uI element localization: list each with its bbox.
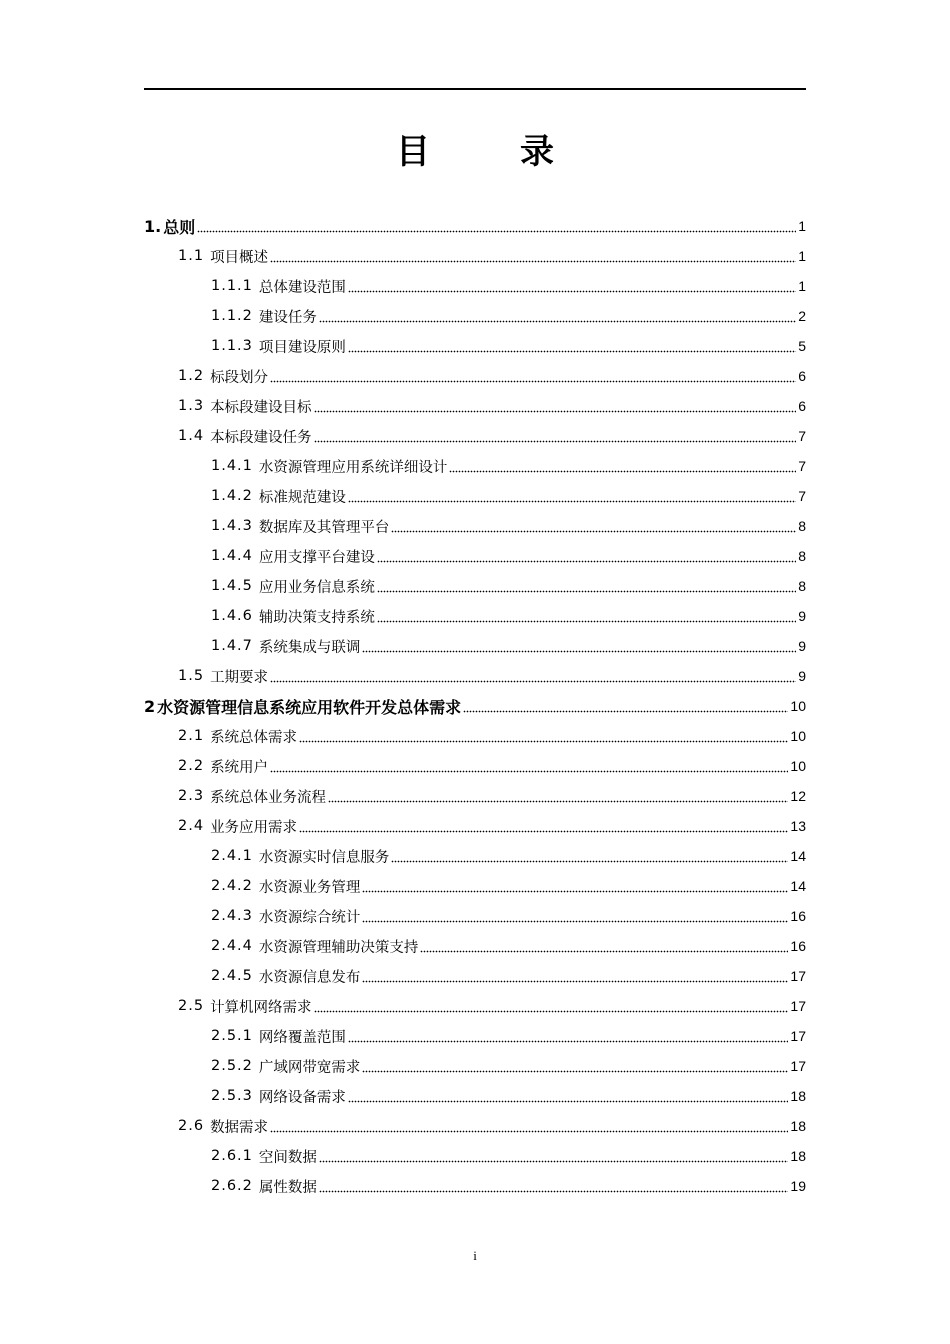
toc-entry[interactable] <box>144 1081 806 1111</box>
toc-dot-leader <box>319 317 796 323</box>
toc-entry[interactable] <box>144 931 806 961</box>
toc-dot-leader <box>270 767 788 773</box>
toc-entry-title: 水资源管理应用系统详细设计 <box>258 459 448 476</box>
toc-entry-page: 6 <box>798 398 806 414</box>
toc-dot-leader <box>348 347 796 353</box>
toc-entry-title: 项目建设原则 <box>258 339 346 356</box>
toc-entry-page: 10 <box>790 758 806 774</box>
toc-entry-title: 系统集成与联调 <box>258 639 361 656</box>
toc-entry-title: 水资源业务管理 <box>258 879 361 896</box>
toc-dot-leader <box>270 257 796 263</box>
toc-dot-leader <box>362 647 796 653</box>
toc-entry[interactable] <box>144 421 806 451</box>
toc-entry-number: 1.4.1 <box>211 458 253 474</box>
toc-entry-number: 1. <box>144 216 162 236</box>
toc-entry-title: 广域网带宽需求 <box>258 1059 361 1076</box>
toc-entry-number: 2.6 <box>178 1118 205 1134</box>
toc-entry-page: 7 <box>798 428 806 444</box>
table-of-contents <box>144 211 806 1201</box>
toc-dot-leader <box>391 857 788 863</box>
toc-entry-number: 1.2 <box>178 368 205 384</box>
toc-entry-page: 14 <box>790 848 806 864</box>
toc-entry-page: 5 <box>798 338 806 354</box>
toc-entry-page: 19 <box>790 1178 806 1194</box>
toc-entry-title: 系统用户 <box>210 759 269 776</box>
toc-entry-title: 计算机网络需求 <box>210 999 312 1016</box>
toc-entry-page: 17 <box>790 1028 806 1044</box>
toc-entry-title: 水资源管理辅助决策支持 <box>258 939 419 956</box>
toc-dot-leader <box>348 287 796 293</box>
toc-entry-page: 17 <box>790 998 806 1014</box>
toc-entry-number: 2.4.5 <box>211 968 253 984</box>
toc-entry-title: 工期要求 <box>210 669 269 686</box>
toc-entry-number: 2.4.4 <box>211 938 253 954</box>
toc-dot-leader <box>319 1157 789 1163</box>
toc-dot-leader <box>348 1097 789 1103</box>
toc-entry-page: 14 <box>790 878 806 894</box>
toc-dot-leader <box>314 407 797 413</box>
toc-entry-page: 8 <box>798 548 806 564</box>
toc-entry-number: 2.6.1 <box>211 1148 253 1164</box>
toc-entry-page: 7 <box>798 488 806 504</box>
toc-entry-number: 2.5 <box>178 998 205 1014</box>
toc-dot-leader <box>377 617 796 623</box>
toc-entry[interactable] <box>144 661 806 691</box>
toc-entry[interactable] <box>144 271 806 301</box>
toc-entry-page: 17 <box>790 1058 806 1074</box>
toc-entry-page: 9 <box>798 638 806 654</box>
toc-dot-leader <box>314 437 797 443</box>
toc-entry-number: 2.4.2 <box>211 878 253 894</box>
toc-entry-page: 1 <box>798 278 806 294</box>
toc-dot-leader <box>299 737 788 743</box>
toc-entry-page: 8 <box>798 518 806 534</box>
toc-entry[interactable] <box>144 781 806 811</box>
toc-entry-number: 2.6.2 <box>211 1178 253 1194</box>
toc-entry-title: 辅助决策支持系统 <box>258 609 375 626</box>
toc-entry-title: 业务应用需求 <box>210 819 298 836</box>
toc-entry[interactable] <box>144 571 806 601</box>
toc-title: 目 录 <box>396 132 582 172</box>
toc-entry[interactable] <box>144 211 806 241</box>
toc-entry-title: 数据库及其管理平台 <box>258 519 390 536</box>
toc-entry[interactable] <box>144 391 806 421</box>
toc-dot-leader <box>348 1037 789 1043</box>
toc-entry-number: 1.4.2 <box>211 488 253 504</box>
toc-entry-number: 2.5.3 <box>211 1088 253 1104</box>
toc-entry-number: 2 <box>144 696 156 716</box>
toc-dot-leader <box>270 1127 788 1133</box>
toc-entry[interactable] <box>144 811 806 841</box>
toc-entry-number: 1.4.4 <box>211 548 253 564</box>
toc-dot-leader <box>420 947 788 953</box>
toc-entry[interactable] <box>144 631 806 661</box>
toc-entry-number: 2.3 <box>178 788 205 804</box>
toc-entry-number: 1.4 <box>178 428 205 444</box>
toc-entry-title: 数据需求 <box>210 1119 269 1136</box>
toc-entry[interactable] <box>144 751 806 781</box>
toc-entry-title: 总体建设范围 <box>258 279 346 296</box>
toc-entry[interactable] <box>144 331 806 361</box>
toc-entry-page: 16 <box>790 908 806 924</box>
toc-entry-page: 8 <box>798 578 806 594</box>
toc-entry-number: 2.1 <box>178 728 205 744</box>
toc-dot-leader <box>197 227 796 233</box>
toc-entry-title: 建设任务 <box>258 309 317 326</box>
toc-entry-title: 应用支撑平台建设 <box>258 549 375 566</box>
toc-entry-page: 10 <box>790 698 806 714</box>
toc-dot-leader <box>362 1067 788 1073</box>
toc-entry-title: 标准规范建设 <box>258 489 346 506</box>
toc-entry-number: 2.5.1 <box>211 1028 253 1044</box>
toc-dot-leader <box>362 917 788 923</box>
toc-entry[interactable] <box>144 601 806 631</box>
toc-entry-page: 6 <box>798 368 806 384</box>
toc-dot-leader <box>449 467 796 473</box>
toc-entry[interactable] <box>144 361 806 391</box>
toc-entry[interactable] <box>144 1141 806 1171</box>
toc-entry-number: 1.4.5 <box>211 578 253 594</box>
toc-entry[interactable] <box>144 901 806 931</box>
toc-entry-title: 空间数据 <box>258 1149 317 1166</box>
toc-entry[interactable] <box>144 541 806 571</box>
toc-entry-title: 水资源信息发布 <box>258 969 361 986</box>
toc-entry-page: 9 <box>798 668 806 684</box>
toc-entry-page: 18 <box>790 1088 806 1104</box>
toc-entry[interactable] <box>144 451 806 481</box>
toc-entry-title: 本标段建设目标 <box>210 399 312 416</box>
toc-dot-leader <box>362 887 788 893</box>
toc-entry[interactable] <box>144 241 806 271</box>
toc-entry[interactable] <box>144 961 806 991</box>
toc-dot-leader <box>270 677 796 683</box>
toc-entry[interactable] <box>144 1111 806 1141</box>
toc-dot-leader <box>391 527 796 533</box>
toc-entry[interactable] <box>144 511 806 541</box>
toc-entry-title: 水资源管理信息系统应用软件开发总体需求 <box>157 697 462 717</box>
toc-dot-leader <box>319 1187 789 1193</box>
toc-entry-page: 10 <box>790 728 806 744</box>
toc-entry-page: 12 <box>790 788 806 804</box>
toc-entry-number: 2.4 <box>178 818 205 834</box>
toc-entry[interactable] <box>144 841 806 871</box>
toc-entry[interactable] <box>144 1051 806 1081</box>
toc-entry[interactable] <box>144 481 806 511</box>
toc-entry[interactable] <box>144 301 806 331</box>
toc-entry-title: 标段划分 <box>210 369 269 386</box>
toc-entry-page: 1 <box>798 218 806 234</box>
toc-entry[interactable] <box>144 1171 806 1201</box>
toc-entry-page: 1 <box>798 248 806 264</box>
toc-entry-number: 1.4.3 <box>211 518 253 534</box>
toc-entry-title: 应用业务信息系统 <box>258 579 375 596</box>
toc-entry-title: 系统总体需求 <box>210 729 298 746</box>
toc-entry-title: 总则 <box>163 217 196 237</box>
toc-entry[interactable] <box>144 991 806 1021</box>
toc-entry-number: 2.2 <box>178 758 205 774</box>
toc-entry[interactable] <box>144 871 806 901</box>
toc-entry-number: 1.1.3 <box>211 338 253 354</box>
toc-entry-title: 系统总体业务流程 <box>210 789 327 806</box>
toc-entry-title: 水资源实时信息服务 <box>258 849 390 866</box>
toc-entry-number: 1.4.6 <box>211 608 253 624</box>
toc-entry-page: 17 <box>790 968 806 984</box>
toc-entry[interactable] <box>144 691 806 721</box>
toc-entry-number: 1.1.1 <box>211 278 253 294</box>
toc-dot-leader <box>348 497 796 503</box>
toc-entry-number: 1.1.2 <box>211 308 253 324</box>
toc-dot-leader <box>377 557 796 563</box>
toc-entry-title: 水资源综合统计 <box>258 909 361 926</box>
header-rule <box>144 88 806 90</box>
toc-entry-number: 1.5 <box>178 668 205 684</box>
toc-entry-title: 本标段建设任务 <box>210 429 312 446</box>
toc-dot-leader <box>299 827 788 833</box>
toc-entry-page: 18 <box>790 1148 806 1164</box>
toc-entry[interactable] <box>144 721 806 751</box>
toc-entry-number: 1.4.7 <box>211 638 253 654</box>
footer-page-number: i <box>473 1248 477 1263</box>
toc-entry-page: 18 <box>790 1118 806 1134</box>
toc-entry-number: 1.3 <box>178 398 205 414</box>
toc-entry-number: 2.5.2 <box>211 1058 253 1074</box>
toc-entry-title: 网络覆盖范围 <box>258 1029 346 1046</box>
toc-entry-number: 2.4.1 <box>211 848 253 864</box>
toc-dot-leader <box>270 377 796 383</box>
toc-dot-leader <box>314 1007 789 1013</box>
toc-entry-page: 7 <box>798 458 806 474</box>
toc-entry-page: 13 <box>790 818 806 834</box>
toc-dot-leader <box>377 587 796 593</box>
toc-entry-page: 16 <box>790 938 806 954</box>
toc-entry-page: 9 <box>798 608 806 624</box>
toc-entry-title: 网络设备需求 <box>258 1089 346 1106</box>
toc-entry-page: 2 <box>798 308 806 324</box>
toc-entry-title: 项目概述 <box>210 249 269 266</box>
toc-dot-leader <box>328 797 788 803</box>
toc-entry-title: 属性数据 <box>258 1179 317 1196</box>
toc-entry[interactable] <box>144 1021 806 1051</box>
toc-entry-number: 2.4.3 <box>211 908 253 924</box>
toc-dot-leader <box>463 707 788 713</box>
toc-dot-leader <box>362 977 788 983</box>
toc-entry-number: 1.1 <box>178 248 205 264</box>
